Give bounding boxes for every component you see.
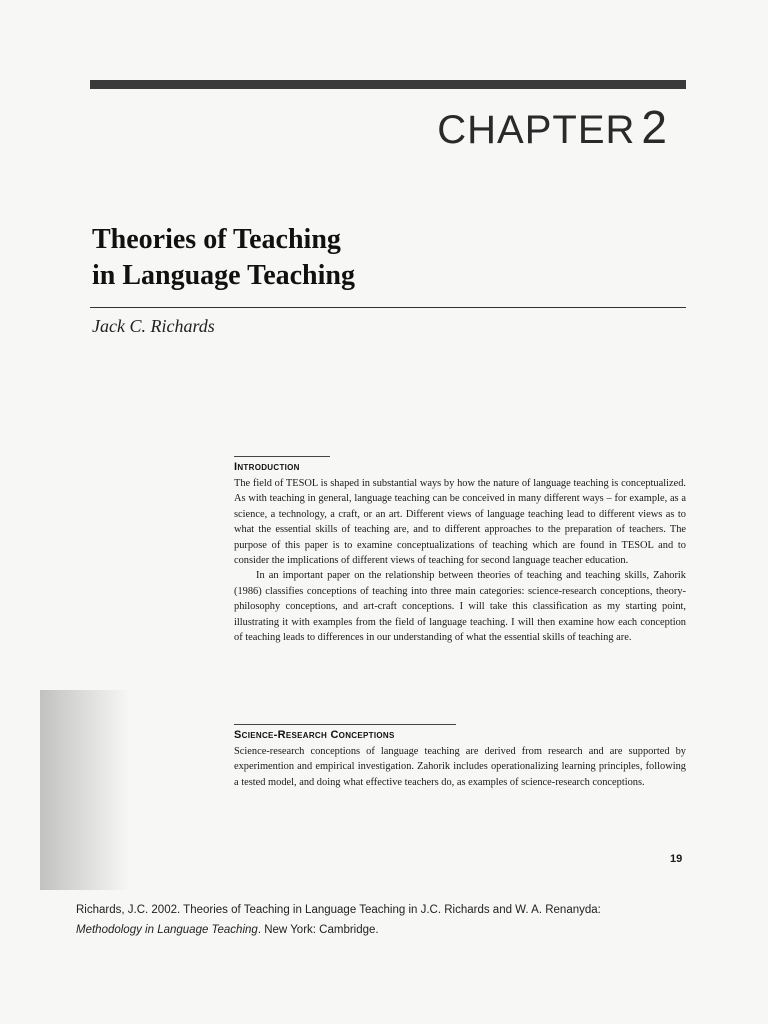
section-science-research (234, 724, 686, 790)
citation-text: Richards, J.C. 2002. Theories of Teaching in Language Teaching in J.C. Richards and W. A. Renanyda: (76, 904, 601, 916)
title-rule (90, 307, 686, 308)
chapter-label: CHAPTER (437, 108, 636, 152)
section-rule (234, 456, 330, 457)
author-name: Jack C. Richards (92, 316, 215, 336)
paragraph: In an important paper on the relationship between theories of teaching and teaching skills, Zahorik (1986) classifies conceptions of teaching into three main categories: science-research conceptions, theory-philosophy conceptions, and art-craft conceptions. I will take this classification as my starting point, illustrating it with examples from the field of language teaching. I will then examine how each conception of teaching leads to differences in our understanding of what the essential skills of teaching are. (234, 570, 686, 644)
section-heading: Introduction (234, 461, 300, 473)
chapter-title (92, 222, 652, 294)
page-number: 19 (670, 853, 683, 865)
paragraph: Science-research conceptions of language teaching are derived from research and are supported by experimention and empirical investigation. Zahorik includes operationalizing learning principles, following a tested model, and doing what effective teachers do, as examples of science-research conceptions. (234, 746, 686, 788)
title-line-1: Theories of Teaching (92, 224, 341, 255)
chapter-heading (437, 100, 668, 154)
section-rule (234, 724, 456, 725)
section-heading: Science-Research Conceptions (234, 729, 395, 741)
paragraph: The field of TESOL is shaped in substantial ways by how the nature of language teaching is conceptualized. As with teaching in general, language teaching can be conceived in many different ways – for example, as a science, a technology, a craft, or an art. Different views of language teaching lead to different views as to what the essential skills of teaching are, and to different approaches to the preparation of teachers. The purpose of this paper is to examine conceptualizations of teaching which are found in TESOL and to consider the implications of different views of teaching for second language teacher education. (234, 478, 686, 567)
title-line-2: in Language Teaching (92, 260, 355, 291)
chapter-number: 2 (641, 101, 668, 153)
citation-book-title: Methodology in Language Teaching (76, 924, 258, 936)
section-introduction (234, 456, 686, 645)
header-bar (90, 80, 686, 89)
citation-publisher: . New York: Cambridge. (257, 924, 379, 936)
scan-shadow (40, 690, 130, 890)
citation (76, 900, 716, 940)
